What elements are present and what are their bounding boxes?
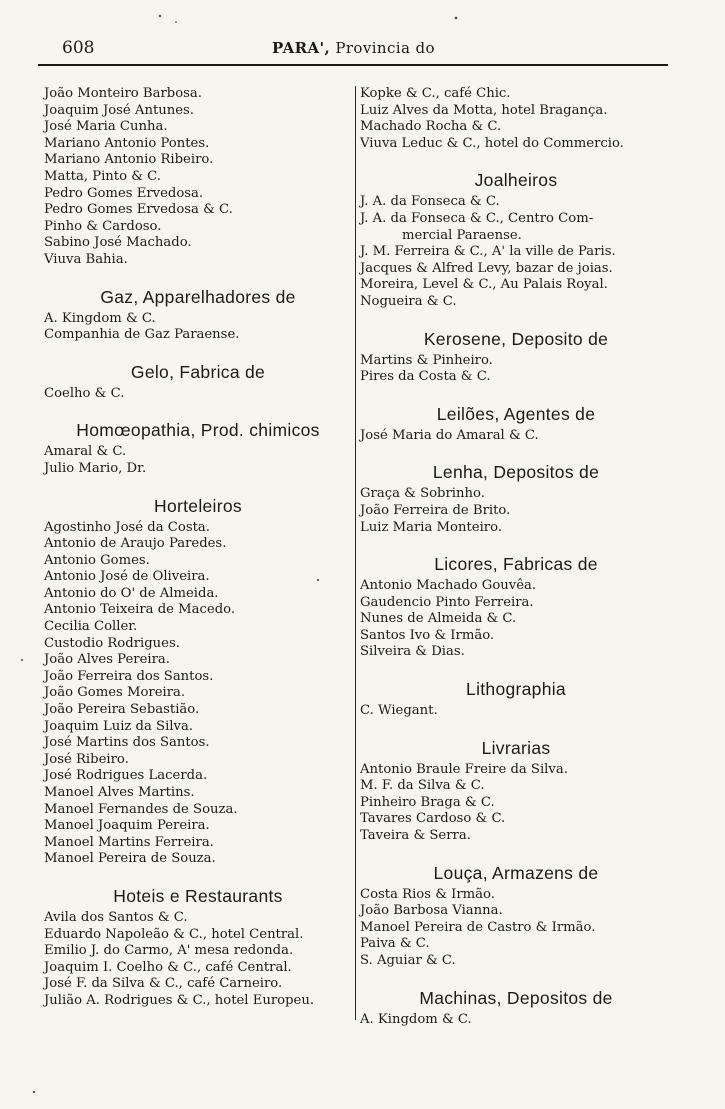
directory-entry: Avila dos Santos & C. (44, 909, 188, 925)
directory-entry: Cecilia Coller. (44, 619, 138, 635)
directory-entry: Manoel Martins Ferreira. (44, 834, 214, 850)
directory-entry: José Ribeiro. (44, 751, 129, 767)
directory-entry: Taveira & Serra. (360, 828, 471, 844)
left-column (44, 86, 352, 1010)
directory-entry: Coelho & C. (44, 385, 125, 401)
directory-entry: J. A. da Fonseca & C. (360, 194, 500, 210)
directory-entry: Eduardo Napoleão & C., hotel Central. (44, 926, 304, 942)
directory-entry: João Gomes Moreira. (44, 685, 186, 701)
directory-entry: M. F. da Silva & C. (360, 778, 485, 794)
directory-entry: Santos Ivo & Irmão. (360, 627, 495, 643)
directory-entry: João Alves Pereira. (44, 652, 170, 668)
directory-entry: J. M. Ferreira & C., A' la ville de Paris. (360, 244, 616, 260)
running-header (0, 38, 725, 64)
speck (175, 21, 177, 23)
section-heading: Licores, Fabricas de (434, 554, 598, 575)
section-heading: Gelo, Fabrica de (130, 361, 266, 382)
directory-entry: Pinho & Cardoso. (44, 218, 162, 234)
directory-entry: Antonio de Araujo Paredes. (44, 536, 227, 552)
directory-entry: Graça & Sobrinho. (360, 486, 485, 502)
directory-entry: Joaquim José Antunes. (44, 102, 194, 118)
directory-entry: Silveira & Dias. (360, 644, 465, 660)
directory-entry: Manoel Pereira de Castro & Irmão. (360, 919, 596, 935)
right-column (360, 86, 672, 1028)
directory-entry: J. A. da Fonseca & C., Centro Com- (360, 210, 594, 226)
directory-entry: João Pereira Sebastião. (44, 702, 200, 718)
speck (21, 659, 23, 661)
directory-entry: Agostinho José da Costa. (44, 519, 210, 535)
section-heading: Kerosene, Deposito de (423, 328, 609, 349)
directory-entry: Amaral & C. (44, 444, 127, 460)
directory-entry: Manoel Joaquim Pereira. (44, 818, 210, 834)
directory-entry: José Maria do Amaral & C. (360, 427, 539, 443)
directory-entry: Sabino José Machado. (44, 235, 192, 251)
section-heading: Horteleiros (154, 495, 242, 516)
directory-entry: Viuva Bahia. (44, 251, 128, 267)
directory-entry: Machado Rocha & C. (360, 119, 502, 135)
section-heading: Leilões, Agentes de (436, 403, 596, 424)
section-heading: Lenha, Depositos de (432, 462, 600, 483)
directory-entry: Pedro Gomes Ervedosa. (44, 185, 204, 201)
directory-entry: S. Aguiar & C. (360, 953, 456, 968)
speck (159, 15, 161, 17)
directory-entry: C. Wiegant. (360, 703, 438, 719)
directory-entry: mercial Paraense. (402, 227, 522, 243)
directory-entry: Manoel Pereira de Souza. (44, 851, 216, 867)
directory-entry: Antonio Braule Freire da Silva. (360, 761, 568, 777)
directory-entry: Matta, Pinto & C. (44, 168, 161, 184)
section-heading: Louça, Armazens de (433, 862, 599, 883)
directory-entry: Companhia de Gaz Paraense. (44, 327, 240, 343)
section-heading: Joalheiros (474, 170, 558, 191)
section-heading: Homœopathia, Prod. chimicos (76, 420, 320, 441)
directory-entry: Antonio Gomes. (44, 552, 150, 568)
directory-entry: Julião A. Rodrigues & C., hotel Europeu. (44, 992, 315, 1008)
directory-entry: Gaudencio Pinto Ferreira. (360, 594, 534, 610)
page-number: 608 (62, 38, 95, 58)
directory-entry: Mariano Antonio Ribeiro. (44, 152, 214, 168)
directory-entry: Mariano Antonio Pontes. (44, 135, 210, 151)
directory-entry: Jacques & Alfred Levy, bazar de joias. (360, 260, 613, 276)
directory-entry: João Monteiro Barbosa. (44, 86, 202, 101)
directory-entry: Pinheiro Braga & C. (360, 794, 495, 810)
directory-entry: Emilio J. do Carmo, A' mesa redonda. (44, 943, 294, 959)
directory-entry: Manoel Fernandes de Souza. (44, 801, 238, 817)
directory-entry: Luiz Alves da Motta, hotel Bragança. (360, 102, 608, 118)
directory-entry: Tavares Cardoso & C. (360, 811, 506, 827)
directory-entry: Antonio Teixeira de Macedo. (44, 602, 236, 618)
directory-entry: Manoel Alves Martins. (44, 785, 195, 800)
directory-entry: Joaquim I. Coelho & C., café Central. (44, 959, 292, 975)
directory-entry: José F. da Silva & C., café Carneiro. (44, 976, 283, 992)
section-heading: Hoteis e Restaurants (113, 885, 283, 906)
directory-entry: José Martins dos Santos. (44, 735, 210, 751)
directory-entry: Antonio do O' de Almeida. (44, 585, 219, 601)
directory-entry: Nunes de Almeida & C. (360, 611, 517, 627)
directory-entry: Luiz Maria Monteiro. (360, 519, 503, 535)
directory-entry: Antonio José de Oliveira. (44, 569, 210, 585)
directory-entry: Paiva & C. (360, 936, 430, 952)
directory-entry: João Ferreira dos Santos. (44, 668, 214, 684)
directory-entry: Martins & Pinheiro. (360, 352, 493, 368)
running-title (272, 39, 435, 57)
directory-entry: Kopke & C., café Chic. (360, 86, 511, 101)
section-heading: Machinas, Depositos de (419, 987, 613, 1008)
directory-entry: Custodio Rodrigues. (44, 635, 180, 651)
section-heading: Livrarias (481, 737, 551, 758)
directory-entry: João Barbosa Vianna. (360, 903, 503, 919)
directory-entry: José Rodrigues Lacerda. (44, 768, 208, 784)
speck (33, 1091, 35, 1093)
directory-entry: Joaquim Luiz da Silva. (44, 718, 194, 734)
directory-entry: Costa Rios & Irmão. (360, 886, 495, 902)
running-title-province: PARA', (272, 39, 331, 57)
speck (455, 17, 458, 20)
column-divider (355, 86, 356, 1020)
header-rule (38, 64, 668, 66)
directory-entry: Pires da Costa & C. (360, 369, 491, 385)
directory-entry: Viuva Leduc & C., hotel do Commercio. (360, 135, 624, 151)
directory-entry: Nogueira & C. (360, 293, 457, 309)
directory-entry: José Maria Cunha. (44, 119, 168, 135)
directory-entry: Antonio Machado Gouvêa. (360, 578, 537, 594)
directory-entry: A. Kingdom & C. (44, 310, 156, 326)
running-title-rest: Provincia do (330, 39, 435, 57)
section-heading: Lithographia (466, 679, 566, 700)
section-heading: Gaz, Apparelhadores de (100, 286, 296, 307)
directory-entry: Moreira, Level & C., Au Palais Royal. (360, 277, 608, 293)
directory-entry: João Ferreira de Brito. (360, 502, 511, 518)
directory-entry: Julio Mario, Dr. (44, 460, 147, 476)
directory-entry: Pedro Gomes Ervedosa & C. (44, 202, 233, 218)
directory-entry: A. Kingdom & C. (360, 1011, 472, 1027)
